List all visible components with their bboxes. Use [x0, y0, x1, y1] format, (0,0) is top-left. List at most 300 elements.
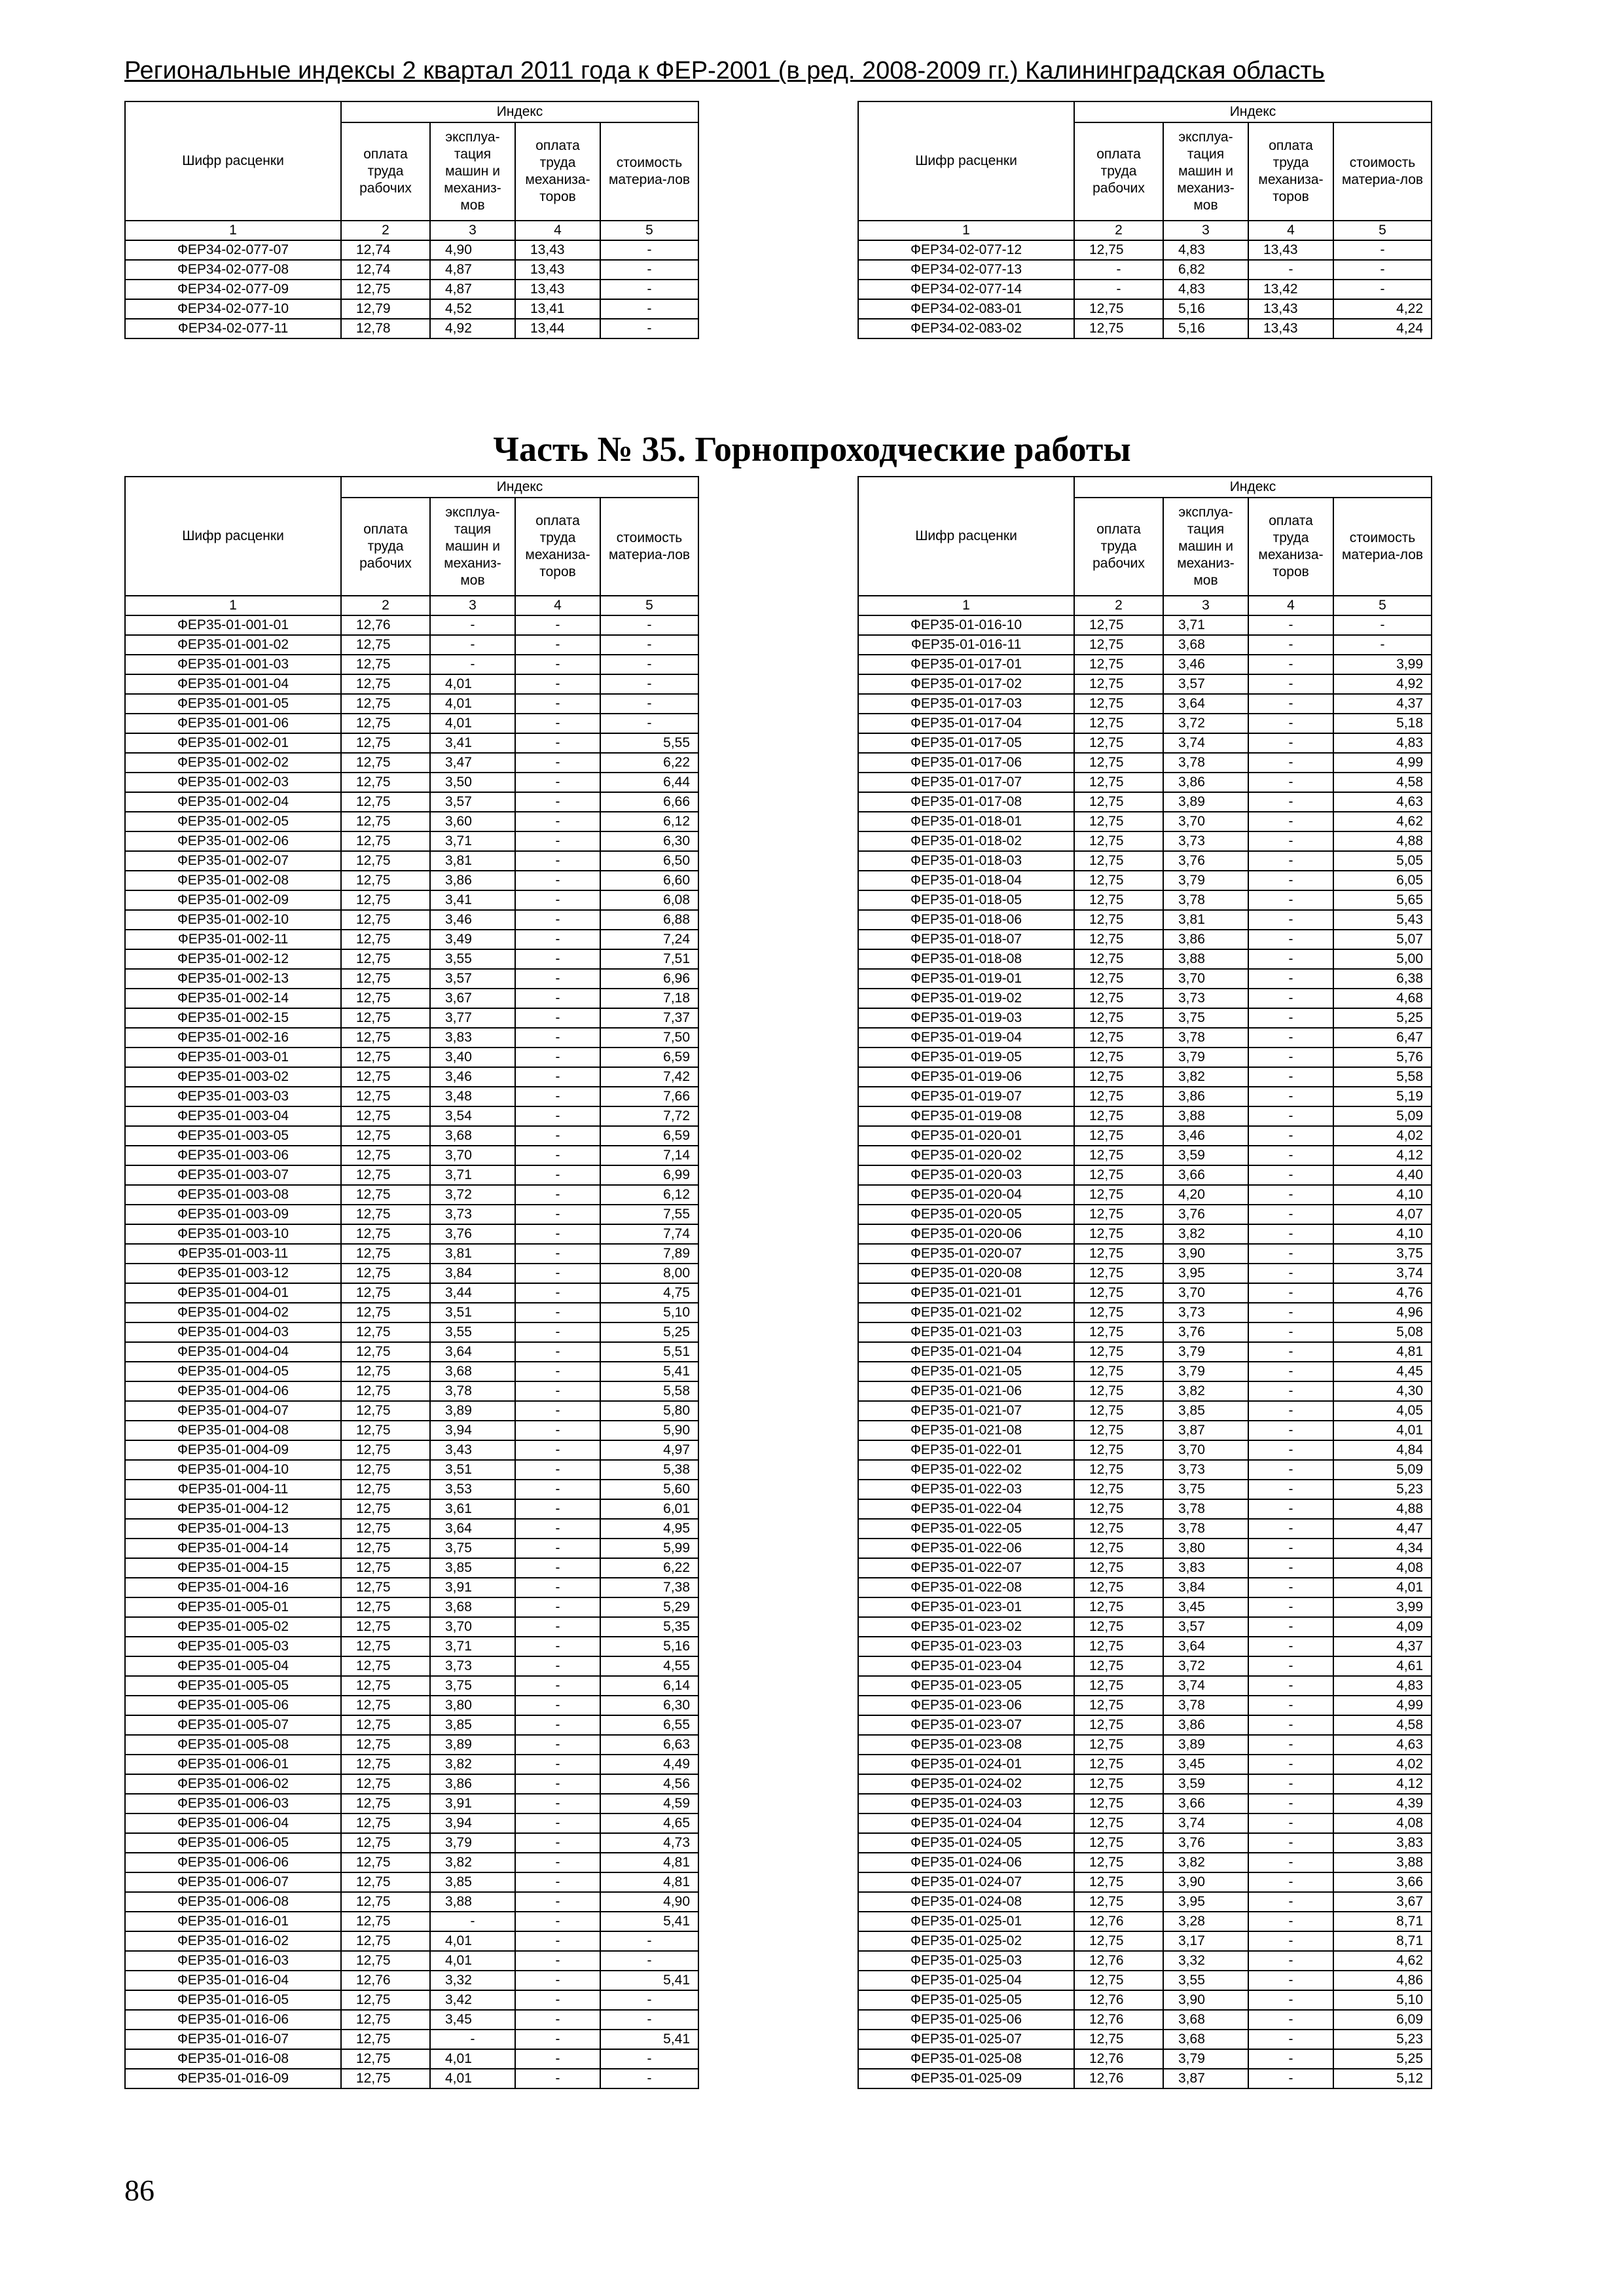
worker-pay-cell: 12,75 — [341, 1656, 430, 1676]
machine-operation-cell: 3,76 — [1163, 1205, 1248, 1224]
rate-code-cell: ФЕР35-01-004-09 — [125, 1440, 341, 1460]
worker-pay-cell: 12,75 — [341, 1283, 430, 1303]
operator-pay-cell: - — [515, 1480, 600, 1499]
worker-pay-cell: 12,75 — [1074, 1715, 1163, 1735]
worker-pay-cell: 12,75 — [1074, 1264, 1163, 1283]
table-row — [858, 1715, 1432, 1735]
rate-code-cell: ФЕР35-01-002-14 — [125, 989, 341, 1008]
table-row — [858, 753, 1432, 773]
operator-pay-cell: - — [1248, 1853, 1333, 1872]
worker-pay-cell: 12,75 — [1074, 1342, 1163, 1362]
column-number: 5 — [600, 221, 698, 240]
operator-pay-cell: - — [515, 871, 600, 890]
materials-cost-cell: 5,12 — [1333, 2069, 1432, 2088]
machine-operation-cell: 3,80 — [430, 1696, 515, 1715]
rate-code-cell: ФЕР35-01-021-06 — [858, 1381, 1074, 1401]
table-row — [858, 1833, 1432, 1853]
machine-operation-cell: 3,66 — [1163, 1794, 1248, 1813]
rate-code-cell: ФЕР35-01-025-09 — [858, 2069, 1074, 2088]
column-number: 2 — [1074, 596, 1163, 615]
table-row — [125, 1774, 698, 1794]
rate-code-cell: ФЕР35-01-002-07 — [125, 851, 341, 871]
materials-cost-cell: - — [600, 299, 698, 319]
rate-code-cell: ФЕР35-01-001-06 — [125, 714, 341, 733]
table-row — [125, 1853, 698, 1872]
table-row — [858, 1617, 1432, 1637]
rate-code-cell: ФЕР35-01-021-02 — [858, 1303, 1074, 1322]
rate-code-cell: ФЕР35-01-004-13 — [125, 1519, 341, 1539]
machine-operation-cell: 3,89 — [430, 1735, 515, 1755]
machine-operation-cell: 3,59 — [1163, 1146, 1248, 1165]
table-row — [858, 1578, 1432, 1597]
operator-pay-cell: - — [1248, 1067, 1333, 1087]
materials-cost-cell: 7,72 — [600, 1106, 698, 1126]
table-row — [125, 694, 698, 714]
rate-code-cell: ФЕР34-02-077-07 — [125, 240, 341, 260]
worker-pay-cell: 12,75 — [1074, 1185, 1163, 1205]
materials-cost-cell: 4,37 — [1333, 1637, 1432, 1656]
rate-code-cell: ФЕР35-01-017-08 — [858, 792, 1074, 812]
materials-cost-cell: 3,99 — [1333, 655, 1432, 674]
materials-cost-cell: 6,99 — [600, 1165, 698, 1185]
worker-pay-cell: 12,75 — [341, 1106, 430, 1126]
operator-pay-cell: - — [1248, 1460, 1333, 1480]
worker-pay-cell: 12,75 — [1074, 1813, 1163, 1833]
operator-pay-cell: - — [515, 930, 600, 949]
table-row — [858, 1087, 1432, 1106]
worker-pay-cell: 12,75 — [1074, 1224, 1163, 1244]
table-row — [858, 319, 1432, 338]
machine-operation-cell: 3,81 — [430, 1244, 515, 1264]
operator-pay-cell: - — [515, 1322, 600, 1342]
operator-pay-cell: - — [1248, 694, 1333, 714]
materials-cost-cell: 5,65 — [1333, 890, 1432, 910]
column-number: 5 — [600, 596, 698, 615]
operator-pay-cell: - — [515, 1597, 600, 1617]
table-row — [858, 1264, 1432, 1283]
worker-pay-cell: 12,75 — [341, 2069, 430, 2088]
materials-cost-cell: - — [600, 240, 698, 260]
materials-cost-cell: 4,63 — [1333, 1735, 1432, 1755]
worker-pay-cell: 12,76 — [1074, 2049, 1163, 2069]
worker-pay-cell: 12,75 — [1074, 2030, 1163, 2049]
machine-operation-cell: 3,45 — [430, 2010, 515, 2030]
worker-pay-cell: 12,75 — [341, 1833, 430, 1853]
operator-pay-cell: - — [1248, 1637, 1333, 1656]
materials-cost-cell: 6,12 — [600, 812, 698, 831]
materials-cost-cell: 6,47 — [1333, 1028, 1432, 1048]
rate-code-cell: ФЕР34-02-077-14 — [858, 280, 1074, 299]
table-row — [125, 1499, 698, 1519]
machine-operation-cell: 3,91 — [430, 1794, 515, 1813]
operator-pay-cell: - — [515, 655, 600, 674]
table-row — [125, 635, 698, 655]
worker-pay-cell: 12,75 — [341, 1322, 430, 1342]
worker-pay-cell: 12,76 — [1074, 1912, 1163, 1931]
rate-code-cell: ФЕР35-01-023-08 — [858, 1735, 1074, 1755]
materials-cost-cell: 6,38 — [1333, 969, 1432, 989]
materials-cost-cell: - — [1333, 635, 1432, 655]
table-row — [858, 831, 1432, 851]
operator-pay-cell: 13,43 — [1248, 299, 1333, 319]
table-row — [125, 1794, 698, 1813]
materials-cost-cell: 4,58 — [1333, 1715, 1432, 1735]
table-row — [125, 1931, 698, 1951]
materials-cost-cell: 4,07 — [1333, 1205, 1432, 1224]
operator-pay-cell: - — [1248, 1087, 1333, 1106]
materials-cost-cell: 4,62 — [1333, 812, 1432, 831]
machine-operation-cell: 3,46 — [1163, 655, 1248, 674]
operator-pay-cell: - — [1248, 1735, 1333, 1755]
machine-operation-cell: 3,86 — [1163, 930, 1248, 949]
column-number: 5 — [1333, 221, 1432, 240]
machine-operation-cell: 3,17 — [1163, 1931, 1248, 1951]
table-row — [125, 1912, 698, 1931]
rate-code-cell: ФЕР35-01-016-05 — [125, 1990, 341, 2010]
operator-pay-cell: - — [515, 1637, 600, 1656]
materials-cost-cell: 6,30 — [600, 1696, 698, 1715]
materials-cost-cell: 5,23 — [1333, 1480, 1432, 1499]
materials-cost-cell: 4,81 — [1333, 1342, 1432, 1362]
column-number: 1 — [125, 596, 341, 615]
worker-pay-cell: 12,75 — [341, 1460, 430, 1480]
machine-operation-cell: 3,79 — [1163, 1342, 1248, 1362]
worker-pay-cell: 12,75 — [1074, 1539, 1163, 1558]
materials-cost-cell: 5,09 — [1333, 1460, 1432, 1480]
machine-operation-cell: - — [430, 635, 515, 655]
materials-cost-cell: 5,58 — [600, 1381, 698, 1401]
rate-code-cell: ФЕР35-01-002-16 — [125, 1028, 341, 1048]
operator-pay-cell: - — [515, 2010, 600, 2030]
column-header-materials-cost: стоимость материа-лов — [600, 122, 698, 221]
table-row — [858, 2069, 1432, 2088]
operator-pay-cell: - — [1248, 969, 1333, 989]
materials-cost-cell: 6,59 — [600, 1126, 698, 1146]
worker-pay-cell: 12,75 — [1074, 1322, 1163, 1342]
operator-pay-cell: - — [1248, 910, 1333, 930]
rate-code-cell: ФЕР35-01-019-05 — [858, 1048, 1074, 1067]
rate-code-cell: ФЕР35-01-005-01 — [125, 1597, 341, 1617]
materials-cost-cell: - — [600, 319, 698, 338]
materials-cost-cell: 4,10 — [1333, 1224, 1432, 1244]
machine-operation-cell: 3,42 — [430, 1990, 515, 2010]
rate-code-cell: ФЕР35-01-024-05 — [858, 1833, 1074, 1853]
machine-operation-cell: 3,79 — [1163, 2049, 1248, 2069]
worker-pay-cell: 12,75 — [341, 1696, 430, 1715]
table-row — [125, 1126, 698, 1146]
column-number: 3 — [430, 221, 515, 240]
operator-pay-cell: - — [515, 1558, 600, 1578]
worker-pay-cell: 12,75 — [341, 1519, 430, 1539]
operator-pay-cell: - — [1248, 792, 1333, 812]
worker-pay-cell: 12,75 — [1074, 1283, 1163, 1303]
machine-operation-cell: 3,72 — [1163, 1656, 1248, 1676]
column-number: 4 — [515, 221, 600, 240]
table-row — [858, 969, 1432, 989]
operator-pay-cell: - — [515, 1853, 600, 1872]
worker-pay-cell: 12,75 — [1074, 1755, 1163, 1774]
rate-code-cell: ФЕР35-01-020-08 — [858, 1264, 1074, 1283]
worker-pay-cell: 12,75 — [1074, 299, 1163, 319]
materials-cost-cell: 4,49 — [600, 1755, 698, 1774]
materials-cost-cell: - — [1333, 240, 1432, 260]
worker-pay-cell: - — [1074, 260, 1163, 280]
table-row — [125, 1185, 698, 1205]
operator-pay-cell: - — [515, 1813, 600, 1833]
rate-code-cell: ФЕР35-01-022-02 — [858, 1460, 1074, 1480]
column-header-code: Шифр расценки — [125, 101, 341, 221]
operator-pay-cell: - — [1248, 871, 1333, 890]
table-row — [125, 655, 698, 674]
materials-cost-cell: 4,63 — [1333, 792, 1432, 812]
table-row — [125, 1755, 698, 1774]
rate-code-cell: ФЕР35-01-003-03 — [125, 1087, 341, 1106]
operator-pay-cell: - — [1248, 1008, 1333, 1028]
machine-operation-cell: 3,78 — [1163, 1519, 1248, 1539]
table-row — [125, 714, 698, 733]
materials-cost-cell: 6,55 — [600, 1715, 698, 1735]
operator-pay-cell: - — [1248, 1146, 1333, 1165]
operator-pay-cell: - — [515, 753, 600, 773]
column-number: 4 — [1248, 221, 1333, 240]
rate-code-cell: ФЕР35-01-006-07 — [125, 1872, 341, 1892]
operator-pay-cell: - — [1248, 1126, 1333, 1146]
machine-operation-cell: 3,74 — [1163, 733, 1248, 753]
operator-pay-cell: - — [515, 1539, 600, 1558]
rate-code-cell: ФЕР35-01-024-08 — [858, 1892, 1074, 1912]
operator-pay-cell: - — [515, 1931, 600, 1951]
materials-cost-cell: 6,60 — [600, 871, 698, 890]
operator-pay-cell: - — [1248, 1421, 1333, 1440]
operator-pay-cell: - — [515, 1696, 600, 1715]
table-row — [858, 260, 1432, 280]
rate-code-cell: ФЕР35-01-022-05 — [858, 1519, 1074, 1539]
materials-cost-cell: 3,74 — [1333, 1264, 1432, 1283]
operator-pay-cell: - — [1248, 930, 1333, 949]
table-row — [858, 1696, 1432, 1715]
operator-pay-cell: - — [1248, 714, 1333, 733]
rate-code-cell: ФЕР35-01-020-05 — [858, 1205, 1074, 1224]
machine-operation-cell: 4,83 — [1163, 280, 1248, 299]
worker-pay-cell: 12,75 — [341, 1067, 430, 1087]
rate-code-cell: ФЕР35-01-023-06 — [858, 1696, 1074, 1715]
worker-pay-cell: 12,75 — [1074, 1205, 1163, 1224]
table-row — [125, 1087, 698, 1106]
table-row — [858, 1499, 1432, 1519]
machine-operation-cell: 4,90 — [430, 240, 515, 260]
materials-cost-cell: - — [600, 714, 698, 733]
table-row — [125, 1460, 698, 1480]
rate-code-cell: ФЕР35-01-016-11 — [858, 635, 1074, 655]
operator-pay-cell: - — [1248, 1774, 1333, 1794]
operator-pay-cell: - — [1248, 1617, 1333, 1637]
operator-pay-cell: - — [1248, 989, 1333, 1008]
materials-cost-cell: 5,19 — [1333, 1087, 1432, 1106]
machine-operation-cell: 4,01 — [430, 1931, 515, 1951]
materials-cost-cell: - — [600, 2069, 698, 2088]
worker-pay-cell: 12,75 — [341, 1185, 430, 1205]
machine-operation-cell: 3,90 — [1163, 1872, 1248, 1892]
table-row — [125, 831, 698, 851]
rate-code-cell: ФЕР35-01-003-08 — [125, 1185, 341, 1205]
machine-operation-cell: 3,95 — [1163, 1892, 1248, 1912]
materials-cost-cell: 4,83 — [1333, 733, 1432, 753]
materials-cost-cell: 4,92 — [1333, 674, 1432, 694]
operator-pay-cell: - — [515, 989, 600, 1008]
worker-pay-cell: 12,75 — [1074, 831, 1163, 851]
operator-pay-cell: - — [515, 831, 600, 851]
rate-code-cell: ФЕР35-01-018-02 — [858, 831, 1074, 851]
operator-pay-cell: - — [1248, 1499, 1333, 1519]
column-header-materials-cost: стоимость материа-лов — [1333, 122, 1432, 221]
materials-cost-cell: 6,09 — [1333, 2010, 1432, 2030]
table-row — [858, 1205, 1432, 1224]
materials-cost-cell: 5,51 — [600, 1342, 698, 1362]
worker-pay-cell: 12,75 — [1074, 1853, 1163, 1872]
materials-cost-cell: - — [600, 260, 698, 280]
materials-cost-cell: - — [600, 694, 698, 714]
machine-operation-cell: 3,78 — [1163, 890, 1248, 910]
operator-pay-cell: - — [515, 1008, 600, 1028]
worker-pay-cell: 12,75 — [341, 733, 430, 753]
machine-operation-cell: 3,83 — [1163, 1558, 1248, 1578]
rate-code-cell: ФЕР35-01-024-06 — [858, 1853, 1074, 1872]
table-row — [125, 1872, 698, 1892]
table-row — [125, 615, 698, 635]
machine-operation-cell: 3,72 — [1163, 714, 1248, 733]
worker-pay-cell: 12,75 — [341, 871, 430, 890]
worker-pay-cell: 12,75 — [1074, 1774, 1163, 1794]
materials-cost-cell: - — [600, 674, 698, 694]
rate-code-cell: ФЕР35-01-018-08 — [858, 949, 1074, 969]
table-row — [858, 240, 1432, 260]
rate-code-cell: ФЕР34-02-077-10 — [125, 299, 341, 319]
worker-pay-cell: 12,75 — [341, 674, 430, 694]
operator-pay-cell: - — [515, 694, 600, 714]
worker-pay-cell: 12,75 — [1074, 1381, 1163, 1401]
worker-pay-cell: 12,75 — [341, 1480, 430, 1499]
machine-operation-cell: 3,71 — [430, 1165, 515, 1185]
rate-code-cell: ФЕР35-01-021-04 — [858, 1342, 1074, 1362]
column-number: 2 — [1074, 221, 1163, 240]
machine-operation-cell: 3,45 — [1163, 1755, 1248, 1774]
operator-pay-cell: 13,43 — [515, 280, 600, 299]
table-row — [125, 260, 698, 280]
worker-pay-cell: 12,75 — [341, 1558, 430, 1578]
operator-pay-cell: - — [1248, 949, 1333, 969]
machine-operation-cell: - — [430, 615, 515, 635]
worker-pay-cell: 12,75 — [1074, 1696, 1163, 1715]
machine-operation-cell: 3,57 — [1163, 674, 1248, 694]
machine-operation-cell: 3,73 — [1163, 989, 1248, 1008]
machine-operation-cell: 3,70 — [430, 1617, 515, 1637]
rate-code-cell: ФЕР35-01-003-09 — [125, 1205, 341, 1224]
worker-pay-cell: 12,75 — [341, 1087, 430, 1106]
materials-cost-cell: 5,41 — [600, 1971, 698, 1990]
column-number: 3 — [430, 596, 515, 615]
operator-pay-cell: - — [515, 969, 600, 989]
rate-code-cell: ФЕР35-01-017-06 — [858, 753, 1074, 773]
operator-pay-cell: - — [1248, 1696, 1333, 1715]
rate-code-cell: ФЕР34-02-083-01 — [858, 299, 1074, 319]
materials-cost-cell: 5,99 — [600, 1539, 698, 1558]
operator-pay-cell: - — [515, 1460, 600, 1480]
operator-pay-cell: - — [515, 1617, 600, 1637]
operator-pay-cell: - — [515, 733, 600, 753]
machine-operation-cell: - — [430, 1912, 515, 1931]
materials-cost-cell: 5,35 — [600, 1617, 698, 1637]
rate-code-cell: ФЕР35-01-022-07 — [858, 1558, 1074, 1578]
machine-operation-cell: 3,81 — [430, 851, 515, 871]
table-row — [858, 792, 1432, 812]
operator-pay-cell: - — [515, 1165, 600, 1185]
rate-code-cell: ФЕР35-01-003-06 — [125, 1146, 341, 1165]
operator-pay-cell: - — [515, 1971, 600, 1990]
machine-operation-cell: 3,51 — [430, 1460, 515, 1480]
machine-operation-cell: 4,87 — [430, 280, 515, 299]
machine-operation-cell: - — [430, 655, 515, 674]
worker-pay-cell: 12,76 — [1074, 1951, 1163, 1971]
table-row — [125, 1362, 698, 1381]
worker-pay-cell: 12,75 — [1074, 1440, 1163, 1460]
table-row — [858, 1971, 1432, 1990]
operator-pay-cell: - — [1248, 1028, 1333, 1048]
table-row — [858, 1931, 1432, 1951]
materials-cost-cell: 5,10 — [600, 1303, 698, 1322]
machine-operation-cell: 3,66 — [1163, 1165, 1248, 1185]
operator-pay-cell: - — [1248, 1303, 1333, 1322]
operator-pay-cell: - — [1248, 1951, 1333, 1971]
materials-cost-cell: 4,10 — [1333, 1185, 1432, 1205]
table-row — [125, 1597, 698, 1617]
worker-pay-cell: 12,75 — [341, 280, 430, 299]
rate-code-cell: ФЕР35-01-022-06 — [858, 1539, 1074, 1558]
materials-cost-cell: 4,34 — [1333, 1539, 1432, 1558]
materials-cost-cell: 6,22 — [600, 1558, 698, 1578]
materials-cost-cell: 7,37 — [600, 1008, 698, 1028]
worker-pay-cell: 12,75 — [1074, 1597, 1163, 1617]
table-row — [858, 949, 1432, 969]
column-header-worker-pay: оплата труда рабочих — [341, 498, 430, 596]
worker-pay-cell: 12,75 — [1074, 812, 1163, 831]
materials-cost-cell: 4,40 — [1333, 1165, 1432, 1185]
rate-code-cell: ФЕР35-01-004-01 — [125, 1283, 341, 1303]
worker-pay-cell: 12,75 — [1074, 1578, 1163, 1597]
worker-pay-cell: 12,75 — [1074, 694, 1163, 714]
operator-pay-cell: - — [1248, 2069, 1333, 2088]
table-row — [125, 910, 698, 930]
machine-operation-cell: 3,86 — [1163, 1087, 1248, 1106]
column-header-operator-pay: оплата труда механиза-торов — [515, 122, 600, 221]
column-number: 4 — [515, 596, 600, 615]
operator-pay-cell: - — [1248, 1912, 1333, 1931]
rate-code-cell: ФЕР34-02-077-11 — [125, 319, 341, 338]
operator-pay-cell: - — [515, 851, 600, 871]
machine-operation-cell: 3,74 — [1163, 1676, 1248, 1696]
column-header-machine-operation: эксплуа-тация машин и механиз-мов — [430, 498, 515, 596]
rate-code-cell: ФЕР35-01-002-05 — [125, 812, 341, 831]
machine-operation-cell: 3,82 — [430, 1755, 515, 1774]
materials-cost-cell: 7,66 — [600, 1087, 698, 1106]
operator-pay-cell: - — [1248, 1971, 1333, 1990]
materials-cost-cell: 6,88 — [600, 910, 698, 930]
operator-pay-cell: - — [1248, 615, 1333, 635]
worker-pay-cell: 12,75 — [1074, 1499, 1163, 1519]
machine-operation-cell: 3,75 — [430, 1539, 515, 1558]
rate-code-cell: ФЕР35-01-021-05 — [858, 1362, 1074, 1381]
table-row — [858, 851, 1432, 871]
operator-pay-cell: - — [515, 1912, 600, 1931]
